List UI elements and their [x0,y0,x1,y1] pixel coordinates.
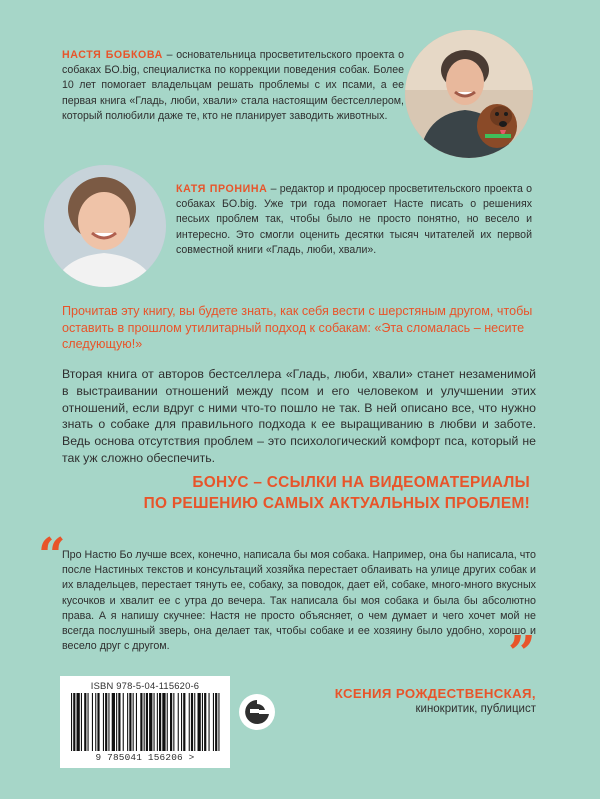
author2-name: КАТЯ ПРОНИНА [176,183,268,195]
barcode-bar [173,693,174,751]
lead-text: Прочитав эту книгу, вы будете знать, как себя вести с шерстяным другом, чтобы оставить в прошлом утилитарный подход к собакам: «Эта сломалась – несите следующую!» [62,304,533,351]
author2-bio-text: – редактор и продюсер просветительского проекта о собаках БО.big. Уже три года помогает Насте писать о решениях песьих проблем так, чтобы было не просто понятно, но весело и интересно. Это смогли оценить десятки тысяч читателей их первой совместной книги «Гладь, люби, хвали». [176,183,532,256]
quote-close-mark: ” [508,626,536,682]
barcode-bar [170,693,172,751]
barcode-bar [108,693,109,751]
barcode-bar [162,693,165,751]
barcode-bar [105,693,107,751]
barcode-bar [103,693,104,751]
barcode-bar [127,693,128,751]
barcode-bar [144,693,145,751]
barcode-bar [181,693,182,751]
eksmo-logo-icon [238,693,276,731]
barcode-bar [198,693,201,751]
barcode-bar [71,693,72,751]
bonus-heading [80,472,530,514]
author1-bio [62,48,404,124]
barcode-bar [92,693,93,751]
barcode-number: 9 785041 156206 > [95,752,195,763]
author1-photo [405,30,533,158]
barcode-bar [218,693,219,751]
quote-text: Про Настю Бо лучше всех, конечно, написала бы моя собака. Например, она бы написала, что после Настиных текстов и консультаций хозяйка перестает облаивать на улице других собак и их владельцев, перестает тянуть ее, собаку, за поводок, дает ей, собаке, много-много вкусных кусочков и хвалит ее с утра до вечера. Так написала бы моя собака и была бы абсолютно права. А я напишу скучнее: Настя не просто объясняет, о чем думает и чего хочет мой не всегда послушный зверь, она делает так, чтобы собаке и ее хозяину было удобно, хорошо и весело друг с другом. [62,549,536,653]
barcode-box [60,676,230,768]
author1-name: НАСТЯ БОБКОВА [62,49,163,61]
author2-photo [44,165,166,287]
description-text: Вторая книга от авторов бестселлера «Гладь, люби, хвали» станет незаменимой в выстраивании отношений между псом и его человеком и улучшении этих отношений, если вдруг с ними что-то пошло не так. В ней описано все, что нужно знать о собаке для правильного подхода к ее выращиванию в любви и заботе. Ведь основа отсутствия проблем – это психологический комфорт пса, который не так уж сложно обеспечить. [62,367,536,465]
barcode-bar [97,693,99,751]
barcode-bar [133,693,134,751]
barcode-bar [157,693,158,751]
author1-bio-text: – основательница просветительского проекта о собаках БО.big, специалистка по коррекции поведения собак. Более 10 лет помогает владельцам решать проблемы с их псами, а ее первая книга «Гладь, люби, хвали» стала настоящим бестселлером, который полюбили даже те, кто не планирует заводить животных. [62,49,404,122]
barcode-bar [154,693,155,751]
barcode-bar [159,693,161,751]
barcode-bar [129,693,131,751]
barcode-bar [215,693,217,751]
barcode-bar [95,693,96,751]
barcode-bar [140,693,142,751]
barcode-bar [112,693,115,751]
barcode-bar [116,693,117,751]
barcode-bar [123,693,124,751]
isbn-text: ISBN 978-5-04-115620-6 [90,680,200,691]
barcode-bar [213,693,214,751]
barcode-bars [69,693,221,751]
barcode-bar [84,693,86,751]
quote-open-mark: “ [38,528,66,584]
barcode-bar [194,693,195,751]
barcode-bar [146,693,148,751]
author2-bio [176,182,532,258]
bonus-line-1: БОНУС – ССЫЛКИ НА ВИДЕОМАТЕРИАЛЫ [192,474,530,491]
barcode-bar [118,693,120,751]
critic-name: КСЕНИЯ РОЖДЕСТВЕНСКАЯ, [334,686,536,701]
critic-role: кинокритик, публицист [415,703,536,715]
barcode-bar [88,693,89,751]
barcode-bar [167,693,168,751]
barcode-bar [202,693,203,751]
barcode-bar [77,693,80,751]
barcode-bar [136,693,137,751]
barcode-bar [81,693,82,751]
barcode-bar [149,693,152,751]
barcode-bar [204,693,206,751]
barcode-bar [183,693,185,751]
barcode-bar [178,693,179,751]
quote-attribution [300,686,536,715]
barcode-bar [73,693,75,751]
bonus-line-2: ПО РЕШЕНИЮ САМЫХ АКТУАЛЬНЫХ ПРОБЛЕМ! [143,495,530,512]
barcode-bar [191,693,193,751]
barcode-bar [189,693,190,751]
barcode-bar [209,693,210,751]
